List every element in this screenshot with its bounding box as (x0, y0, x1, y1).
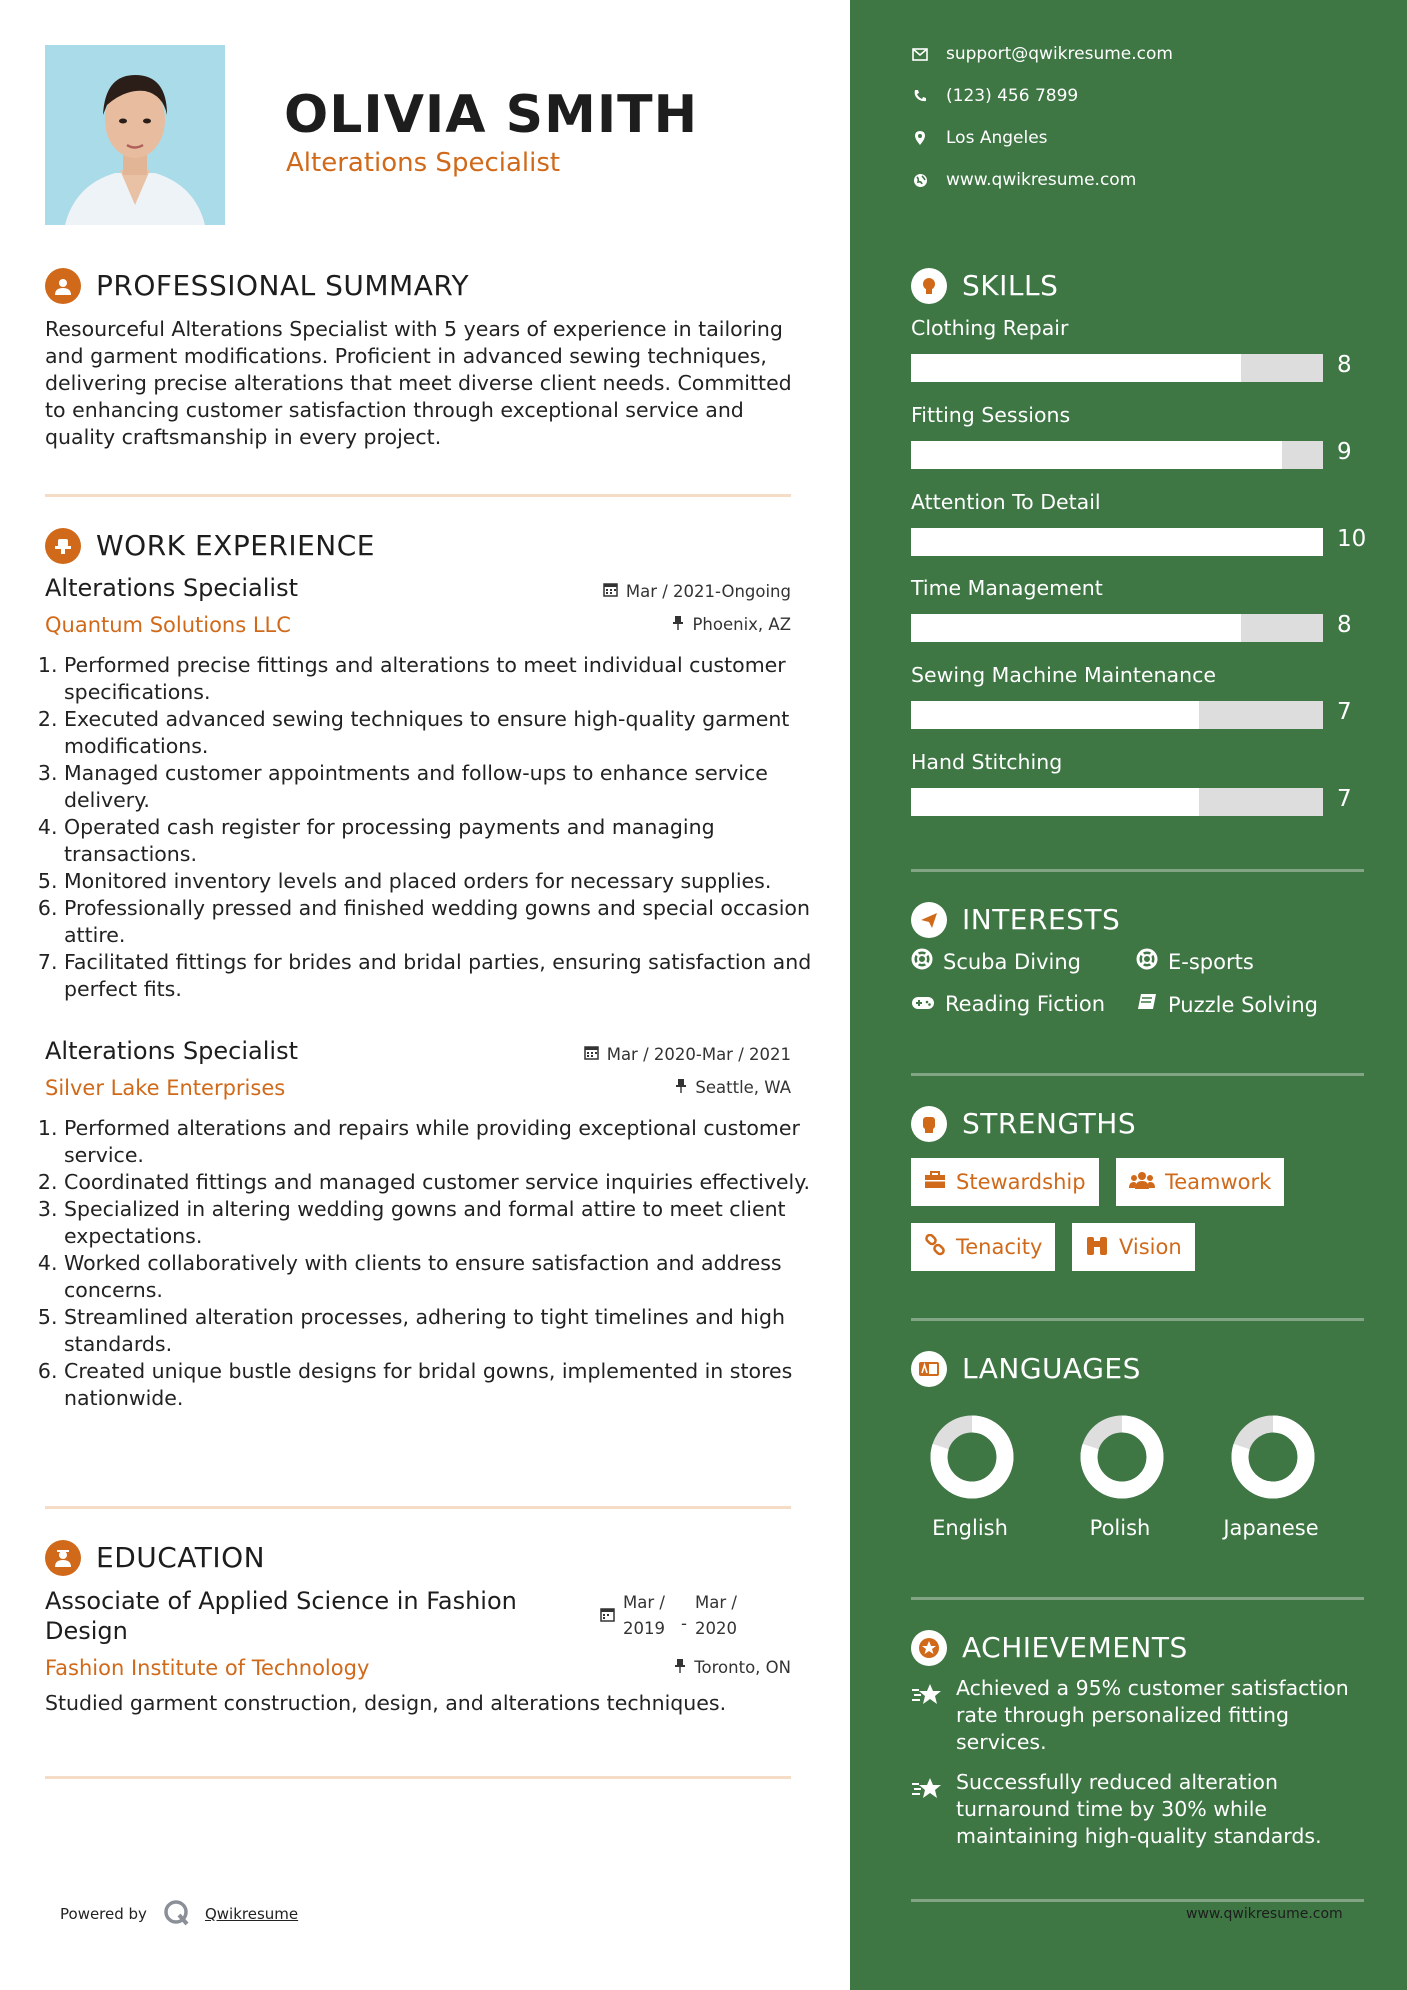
list-item: 7. Facilitated fittings for brides and bridal parties, ensuring satisfaction and perfect fits. (64, 949, 816, 1003)
interest-item: Scuba Diving (911, 948, 1081, 975)
binoculars-icon (1085, 1234, 1109, 1261)
job-title: Alterations Specialist (45, 574, 298, 602)
skill-rating: 10 (1337, 526, 1367, 552)
contact-phone[interactable]: (123) 456 7899 (912, 86, 1078, 106)
section-divider (911, 1318, 1364, 1321)
strength-chip: Stewardship (911, 1158, 1099, 1206)
company-name: Silver Lake Enterprises (45, 1076, 286, 1100)
calendar-icon (603, 582, 618, 601)
qwikresume-logo-icon (161, 1897, 191, 1931)
globe-icon (912, 172, 928, 188)
languages-heading: LANGUAGES (962, 1352, 1141, 1385)
shooting-star-icon (911, 1776, 943, 1806)
section-divider (45, 1776, 791, 1779)
skill-rating: 8 (1337, 352, 1352, 378)
skill-bar-fill (911, 528, 1323, 556)
language-label: English (932, 1516, 1008, 1540)
fist-icon (911, 1106, 947, 1142)
pin-icon (675, 1078, 687, 1097)
achievement-item: Achieved a 95% customer satisfaction rate through personalized fitting services. (956, 1676, 1349, 1754)
school-name: Fashion Institute of Technology (45, 1656, 370, 1680)
skill-bar (911, 614, 1323, 642)
book-icon (1136, 992, 1158, 1017)
list-item: 1. Performed precise fittings and alterations to meet individual customer specifications. (64, 652, 816, 706)
list-item: 5. Monitored inventory levels and placed orders for necessary supplies. (64, 868, 816, 895)
skill-bar (911, 441, 1323, 469)
section-divider (911, 869, 1364, 872)
strength-chip: Vision (1072, 1223, 1195, 1271)
briefcase-icon (924, 1170, 946, 1194)
job-title: Alterations Specialist (45, 1037, 298, 1065)
strengths-heading: STRENGTHS (962, 1107, 1137, 1140)
language-level-ring (930, 1415, 1014, 1503)
skill-bar-fill (911, 788, 1199, 816)
skill-bar (911, 701, 1323, 729)
list-item: 2. Coordinated fittings and managed customer service inquiries effectively. (64, 1169, 816, 1196)
job-location: Seattle, WA (675, 1078, 791, 1097)
paper-plane-icon (911, 902, 947, 938)
qwikresume-link[interactable]: Qwikresume (204, 1905, 299, 1923)
profile-photo (45, 45, 225, 225)
contact-website[interactable]: www.qwikresume.com (912, 170, 1136, 190)
skill-bar-fill (911, 614, 1241, 642)
candidate-role: Alterations Specialist (286, 148, 561, 178)
summary-text: Resourceful Alterations Specialist with 5 years of experience in tailoring and garment modifications. Proficient in advanced sewing techniques, delivering precise alterations that meet diverse client needs. Committed to enhancing customer satisfaction through exceptional service and quality craftsmanship in every project. (45, 317, 792, 449)
pin-icon (674, 1658, 686, 1677)
lifebuoy-icon (1136, 948, 1158, 975)
interests-heading: INTERESTS (962, 903, 1121, 936)
contact-email[interactable]: support@qwikresume.com (912, 44, 1173, 64)
company-name: Quantum Solutions LLC (45, 613, 291, 637)
section-divider (911, 1899, 1364, 1902)
skills-heading: SKILLS (962, 269, 1059, 302)
job-date: Mar / 2020-Mar / 2021 (584, 1045, 791, 1064)
summary-heading: PROFESSIONAL SUMMARY (96, 269, 470, 302)
list-item: 4. Operated cash register for processing payments and managing transactions. (64, 814, 816, 868)
lightbulb-icon (911, 268, 947, 304)
language-label: Polish (1089, 1516, 1151, 1540)
experience-heading: WORK EXPERIENCE (96, 529, 375, 562)
list-item: 4. Worked collaboratively with clients to ensure satisfaction and address concerns. (64, 1250, 816, 1304)
strength-chip: Tenacity (911, 1223, 1055, 1271)
section-divider (45, 1506, 791, 1509)
education-location: Toronto, ON (674, 1658, 791, 1677)
calendar-icon (584, 1045, 599, 1064)
skill-rating: 8 (1337, 612, 1352, 638)
skill-label: Attention To Detail (911, 490, 1101, 514)
skill-rating: 7 (1337, 699, 1352, 725)
candidate-name: OLIVIA SMITH (284, 85, 699, 145)
powered-by: Powered by Qwikresume (60, 1897, 298, 1931)
interest-item: E-sports (1136, 948, 1254, 975)
contact-location: Los Angeles (912, 128, 1048, 148)
language-level-ring (1080, 1415, 1164, 1503)
user-icon (45, 268, 81, 304)
star-badge-icon (911, 1630, 947, 1666)
link-icon (924, 1234, 946, 1261)
shooting-star-icon (911, 1682, 943, 1712)
list-item: 6. Created unique bustle designs for bridal gowns, implemented in stores nationwide. (64, 1358, 816, 1412)
skill-bar (911, 788, 1323, 816)
job-responsibilities (38, 652, 816, 1003)
skill-label: Clothing Repair (911, 316, 1069, 340)
briefcase-icon (45, 528, 81, 564)
achievements-heading: ACHIEVEMENTS (962, 1631, 1188, 1664)
skill-bar-fill (911, 701, 1199, 729)
lifebuoy-icon (911, 948, 933, 975)
job-responsibilities (38, 1115, 816, 1412)
users-icon (1129, 1170, 1155, 1195)
language-icon (911, 1351, 947, 1387)
list-item: 1. Performed alterations and repairs while providing exceptional customer service. (64, 1115, 816, 1169)
list-item: 3. Managed customer appointments and follow-ups to enhance service delivery. (64, 760, 816, 814)
calendar-icon (600, 1607, 615, 1626)
language-level-ring (1231, 1415, 1315, 1503)
interest-item: Reading Fiction (911, 992, 1105, 1016)
section-divider (911, 1597, 1364, 1600)
list-item: 5. Streamlined alteration processes, adhering to tight timelines and high standards. (64, 1304, 816, 1358)
skill-label: Sewing Machine Maintenance (911, 663, 1216, 687)
skill-bar-fill (911, 441, 1282, 469)
skill-label: Fitting Sessions (911, 403, 1071, 427)
skill-rating: 9 (1337, 439, 1352, 465)
list-item: 3. Specialized in altering wedding gowns and formal attire to meet client expectations. (64, 1196, 816, 1250)
skill-rating: 7 (1337, 786, 1352, 812)
degree-title: Associate of Applied Science in Fashion Design (45, 1587, 517, 1645)
skill-bar (911, 354, 1323, 382)
footer-website[interactable]: www.qwikresume.com (1186, 1906, 1343, 1922)
interest-item: Puzzle Solving (1136, 992, 1318, 1017)
graduate-icon (45, 1540, 81, 1576)
achievement-item: Successfully reduced alteration turnaround time by 30% while maintaining high-quality standards. (956, 1770, 1322, 1848)
gamepad-icon (911, 992, 935, 1016)
list-item: 6. Professionally pressed and finished wedding gowns and special occasion attire. (64, 895, 816, 949)
phone-icon (912, 88, 928, 104)
language-label: Japanese (1223, 1516, 1319, 1540)
education-heading: EDUCATION (96, 1541, 266, 1574)
map-pin-icon (912, 130, 928, 146)
skill-bar-fill (911, 354, 1241, 382)
job-location: Phoenix, AZ (672, 615, 791, 634)
education-date: Mar / 2019 - Mar / 2020 (600, 1590, 745, 1642)
education-description: Studied garment construction, design, and alterations techniques. (45, 1691, 727, 1715)
pin-icon (672, 615, 684, 634)
section-divider (45, 494, 791, 497)
envelope-icon (912, 46, 928, 62)
skill-label: Time Management (911, 576, 1103, 600)
skill-label: Hand Stitching (911, 750, 1063, 774)
skill-bar (911, 528, 1323, 556)
strength-chip: Teamwork (1116, 1158, 1284, 1206)
list-item: 2. Executed advanced sewing techniques to ensure high-quality garment modifications. (64, 706, 816, 760)
job-date: Mar / 2021-Ongoing (603, 582, 791, 601)
section-divider (911, 1073, 1364, 1076)
